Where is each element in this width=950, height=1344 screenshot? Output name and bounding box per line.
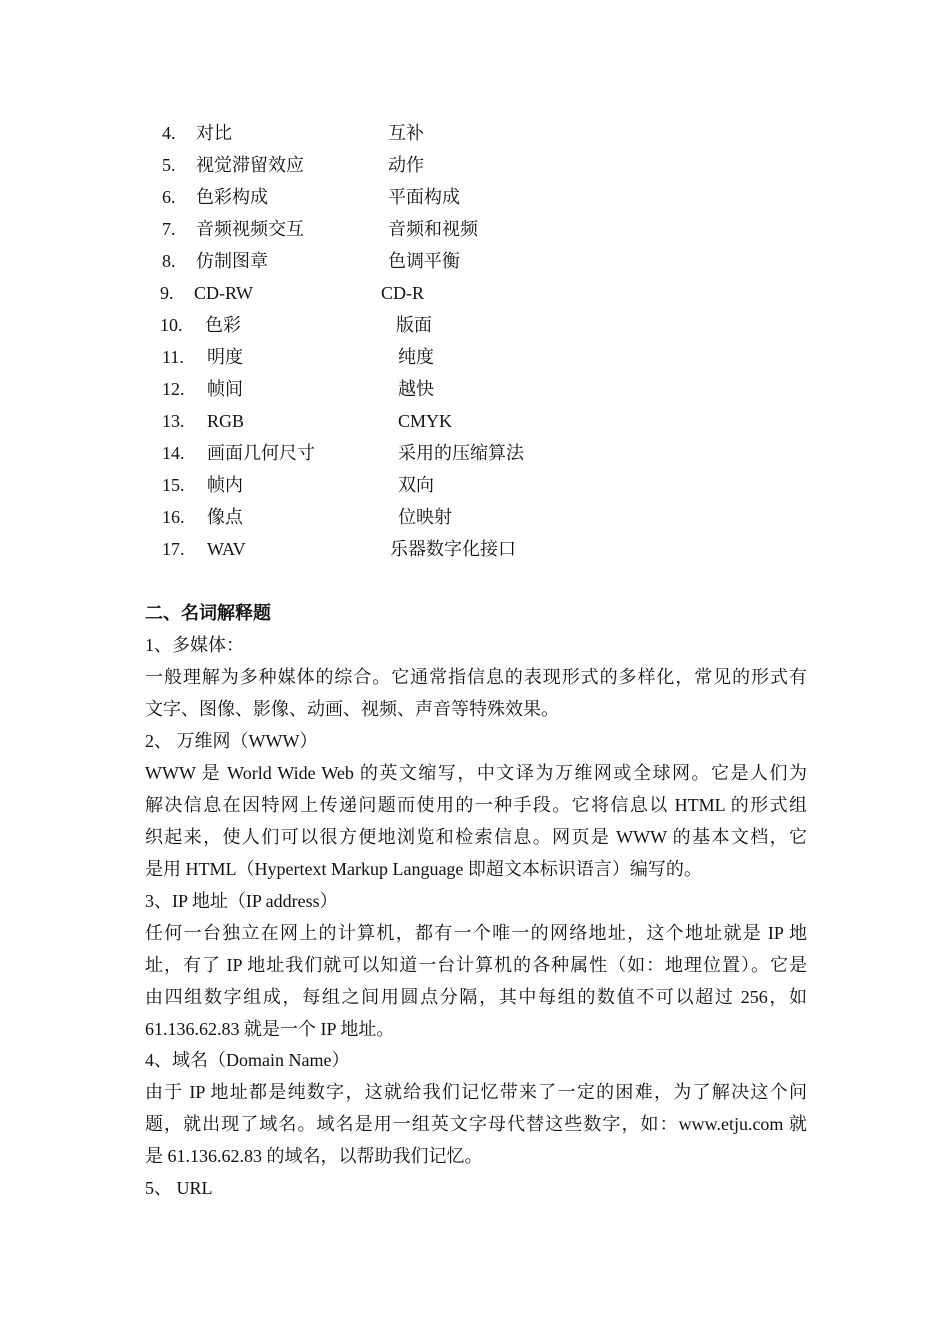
answer-right: 音频和视频 bbox=[388, 219, 478, 239]
answer-number: 13. bbox=[162, 411, 185, 431]
answer-left: WAV bbox=[207, 539, 246, 559]
definition-line: 文字、图像、影像、动画、视频、声音等特殊效果。 bbox=[145, 699, 559, 719]
answer-right: 互补 bbox=[388, 123, 424, 143]
answer-left: 色彩构成 bbox=[196, 187, 268, 207]
answer-left: 对比 bbox=[196, 123, 232, 143]
answer-left: CD-RW bbox=[194, 283, 254, 303]
answer-left: RGB bbox=[207, 411, 245, 431]
definition-line: 61.136.62.83 就是一个 IP 地址。 bbox=[145, 1019, 395, 1039]
answer-left: 仿制图章 bbox=[196, 251, 268, 271]
term-definition bbox=[145, 1076, 807, 1172]
answer-left: 画面几何尺寸 bbox=[207, 443, 315, 463]
answer-number: 14. bbox=[162, 443, 185, 463]
answer-left: 像点 bbox=[207, 507, 243, 527]
answer-right: 乐器数字化接口 bbox=[390, 539, 516, 559]
term-definition bbox=[145, 757, 807, 885]
definition-line: 由于 IP 地址都是纯数字，这就给我们记忆带来了一定的困难，为了解决这个问 bbox=[145, 1082, 807, 1102]
answer-left: 音频视频交互 bbox=[196, 219, 304, 239]
answer-right: 越快 bbox=[398, 379, 434, 399]
answer-number: 5. bbox=[162, 155, 176, 175]
term-title: 1、多媒体： bbox=[145, 635, 244, 655]
term-title: 3、IP 地址（IP address） bbox=[145, 891, 338, 911]
answer-number: 17. bbox=[162, 539, 185, 559]
answer-left: 视觉滞留效应 bbox=[196, 155, 304, 175]
term-title: 2、 万维网（WWW） bbox=[145, 731, 318, 751]
answer-left: 明度 bbox=[207, 347, 243, 367]
definition-line: 由四组数字组成，每组之间用圆点分隔，其中每组的数值不可以超过 256，如 bbox=[145, 987, 807, 1007]
term-title: 5、 URL bbox=[145, 1178, 213, 1198]
definition-line: 任何一台独立在网上的计算机，都有一个唯一的网络地址，这个地址就是 IP 地 bbox=[145, 923, 807, 943]
answer-right: 色调平衡 bbox=[388, 251, 460, 271]
answer-left: 色彩 bbox=[205, 315, 241, 335]
definition-line: 是 61.136.62.83 的域名，以帮助我们记忆。 bbox=[145, 1146, 483, 1166]
answer-number: 4. bbox=[162, 123, 176, 143]
section-heading: 二、名词解释题 bbox=[145, 603, 271, 623]
answer-number: 7. bbox=[162, 219, 176, 239]
answer-right: 位映射 bbox=[398, 507, 452, 527]
answer-number: 16. bbox=[162, 507, 185, 527]
answer-right: 采用的压缩算法 bbox=[398, 443, 524, 463]
answer-right: 平面构成 bbox=[388, 187, 460, 207]
answer-left: 帧间 bbox=[207, 379, 243, 399]
definition-line: WWW 是 World Wide Web 的英文缩写，中文译为万维网或全球网。它是人们为 bbox=[145, 763, 807, 783]
definition-line: 址，有了 IP 地址我们就可以知道一台计算机的各种属性（如：地理位置）。它是 bbox=[145, 955, 807, 975]
answer-left: 帧内 bbox=[207, 475, 243, 495]
answer-right: 版面 bbox=[396, 315, 432, 335]
answer-number: 15. bbox=[162, 475, 185, 495]
term-definition bbox=[145, 661, 807, 725]
answer-right: CD-R bbox=[381, 283, 425, 303]
answer-number: 8. bbox=[162, 251, 176, 271]
definition-line: 题，就出现了域名。域名是用一组英文字母代替这些数字，如：www.etju.com 就 bbox=[145, 1114, 807, 1134]
answer-number: 9. bbox=[160, 283, 174, 303]
answer-right: 双向 bbox=[398, 475, 434, 495]
answer-right: 纯度 bbox=[398, 347, 434, 367]
answer-number: 11. bbox=[162, 347, 184, 367]
answer-number: 10. bbox=[160, 315, 183, 335]
term-definition bbox=[145, 917, 807, 1045]
term-title: 4、域名（Domain Name） bbox=[145, 1050, 350, 1070]
definition-line: 织起来，使人们可以很方便地浏览和检索信息。网页是 WWW 的基本文档，它 bbox=[145, 827, 807, 847]
answer-right: CMYK bbox=[398, 411, 453, 431]
answer-number: 12. bbox=[162, 379, 185, 399]
definition-line: 一般理解为多种媒体的综合。它通常指信息的表现形式的多样化，常见的形式有 bbox=[145, 667, 807, 687]
definition-line: 解决信息在因特网上传递问题而使用的一种手段。它将信息以 HTML 的形式组 bbox=[145, 795, 807, 815]
definition-line: 是用 HTML（Hypertext Markup Language 即超文本标识语言）编写的。 bbox=[145, 859, 702, 879]
answer-number: 6. bbox=[162, 187, 176, 207]
answer-right: 动作 bbox=[388, 155, 424, 175]
